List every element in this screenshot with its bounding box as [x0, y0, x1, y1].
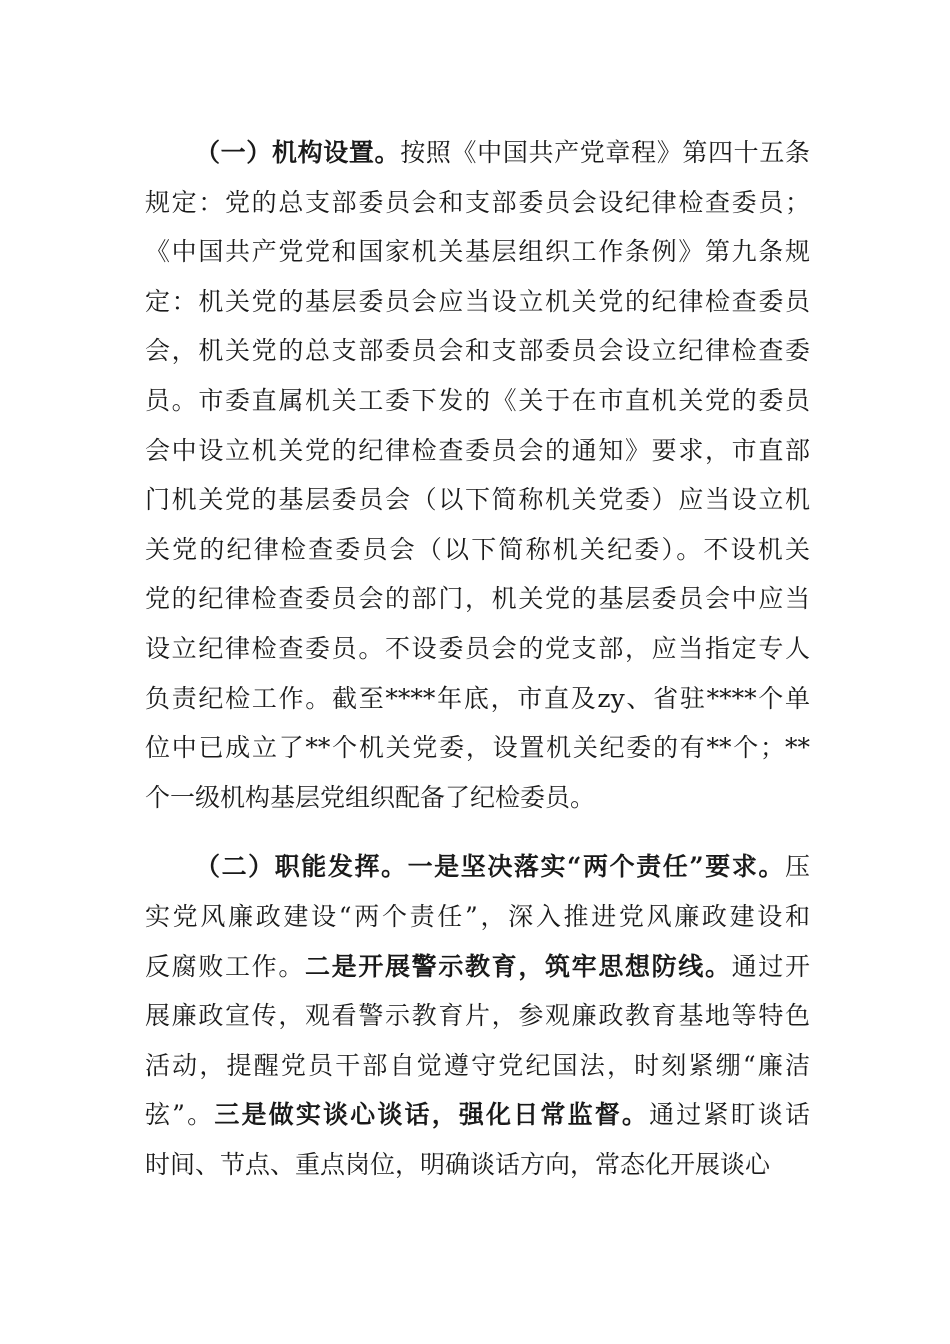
body-text: 《中国共产党党和国家机关基层组织工作条例》第九条规	[145, 237, 810, 267]
text-line	[145, 723, 810, 773]
text-line	[145, 426, 810, 476]
body-text: 党的纪律检查委员会的部门，机关党的基层委员会中应当	[145, 584, 810, 614]
body-text: 展廉政宣传，观看警示教育片，参观廉政教育基地等特色	[145, 1001, 810, 1031]
text-line	[145, 1140, 810, 1190]
bold-heading-text: （一）机构设置。	[195, 138, 401, 167]
text-line	[145, 475, 810, 525]
text-line	[145, 277, 810, 327]
bold-heading-text: 三是做实谈心谈话，强化日常监督。	[214, 1100, 650, 1130]
text-line	[145, 1090, 810, 1140]
bold-heading-text: 二是开展警示教育，筑牢思想防线。	[305, 951, 732, 981]
paragraph-gap	[145, 822, 810, 842]
text-line	[145, 1041, 810, 1091]
body-text: 员。市委直属机关工委下发的《关于在市直机关党的委员	[145, 385, 810, 415]
body-text: 活动，提醒党员干部自觉遵守党纪国法，时刻紧绷“廉洁	[145, 1050, 810, 1080]
text-line	[145, 376, 810, 426]
body-text: 会，机关党的总支部委员会和支部委员会设立纪律检查委	[145, 336, 810, 366]
body-text: 位中已成立了**个机关党委，设置机关纪委的有**个；**	[145, 733, 810, 763]
body-text: 关党的纪律检查委员会（以下简称机关纪委）。不设机关	[145, 534, 810, 564]
text-line	[145, 178, 810, 228]
text-line	[145, 773, 810, 823]
text-line	[145, 326, 810, 376]
text-line	[145, 842, 810, 892]
body-text: 通过开	[731, 951, 810, 981]
body-text: 个一级机构基层党组织配备了纪检委员。	[145, 782, 596, 812]
body-text: 定：机关党的基层委员会应当设立机关党的纪律检查委员	[145, 286, 810, 316]
text-line	[145, 128, 810, 178]
text-line	[145, 574, 810, 624]
body-text: 会中设立机关党的纪律检查委员会的通知》要求，市直部	[145, 435, 810, 465]
body-text: 压	[784, 852, 810, 882]
body-text: 规定：党的总支部委员会和支部委员会设纪律检查委员；	[145, 187, 810, 217]
body-text: 弦”。	[145, 1100, 215, 1130]
body-text: 负责纪检工作。截至****年底，市直及zy、省驻****个单	[145, 683, 810, 713]
text-line	[145, 991, 810, 1041]
body-text: 按照《中国共产党章程》第四十五条	[400, 138, 810, 167]
text-line	[145, 892, 810, 942]
text-line	[145, 674, 810, 724]
body-text: 反腐败工作。	[145, 951, 305, 981]
text-line	[145, 227, 810, 277]
document-body	[145, 128, 810, 1189]
body-text: 时间、节点、重点岗位，明确谈话方向，常态化开展谈心	[145, 1149, 771, 1179]
bold-heading-text: （二）职能发挥。一是坚决落实“两个责任”要求。	[195, 852, 785, 882]
body-text: 通过紧盯谈话	[649, 1100, 810, 1130]
paragraph	[145, 842, 810, 1189]
text-line	[145, 942, 810, 992]
body-text: 设立纪律检查委员。不设委员会的党支部，应当指定专人	[145, 633, 810, 663]
body-text: 门机关党的基层委员会（以下简称机关党委）应当设立机	[145, 485, 810, 515]
paragraph	[145, 128, 810, 822]
body-text: 实党风廉政建设“两个责任”，深入推进党风廉政建设和	[145, 901, 810, 931]
text-line	[145, 624, 810, 674]
text-line	[145, 525, 810, 575]
